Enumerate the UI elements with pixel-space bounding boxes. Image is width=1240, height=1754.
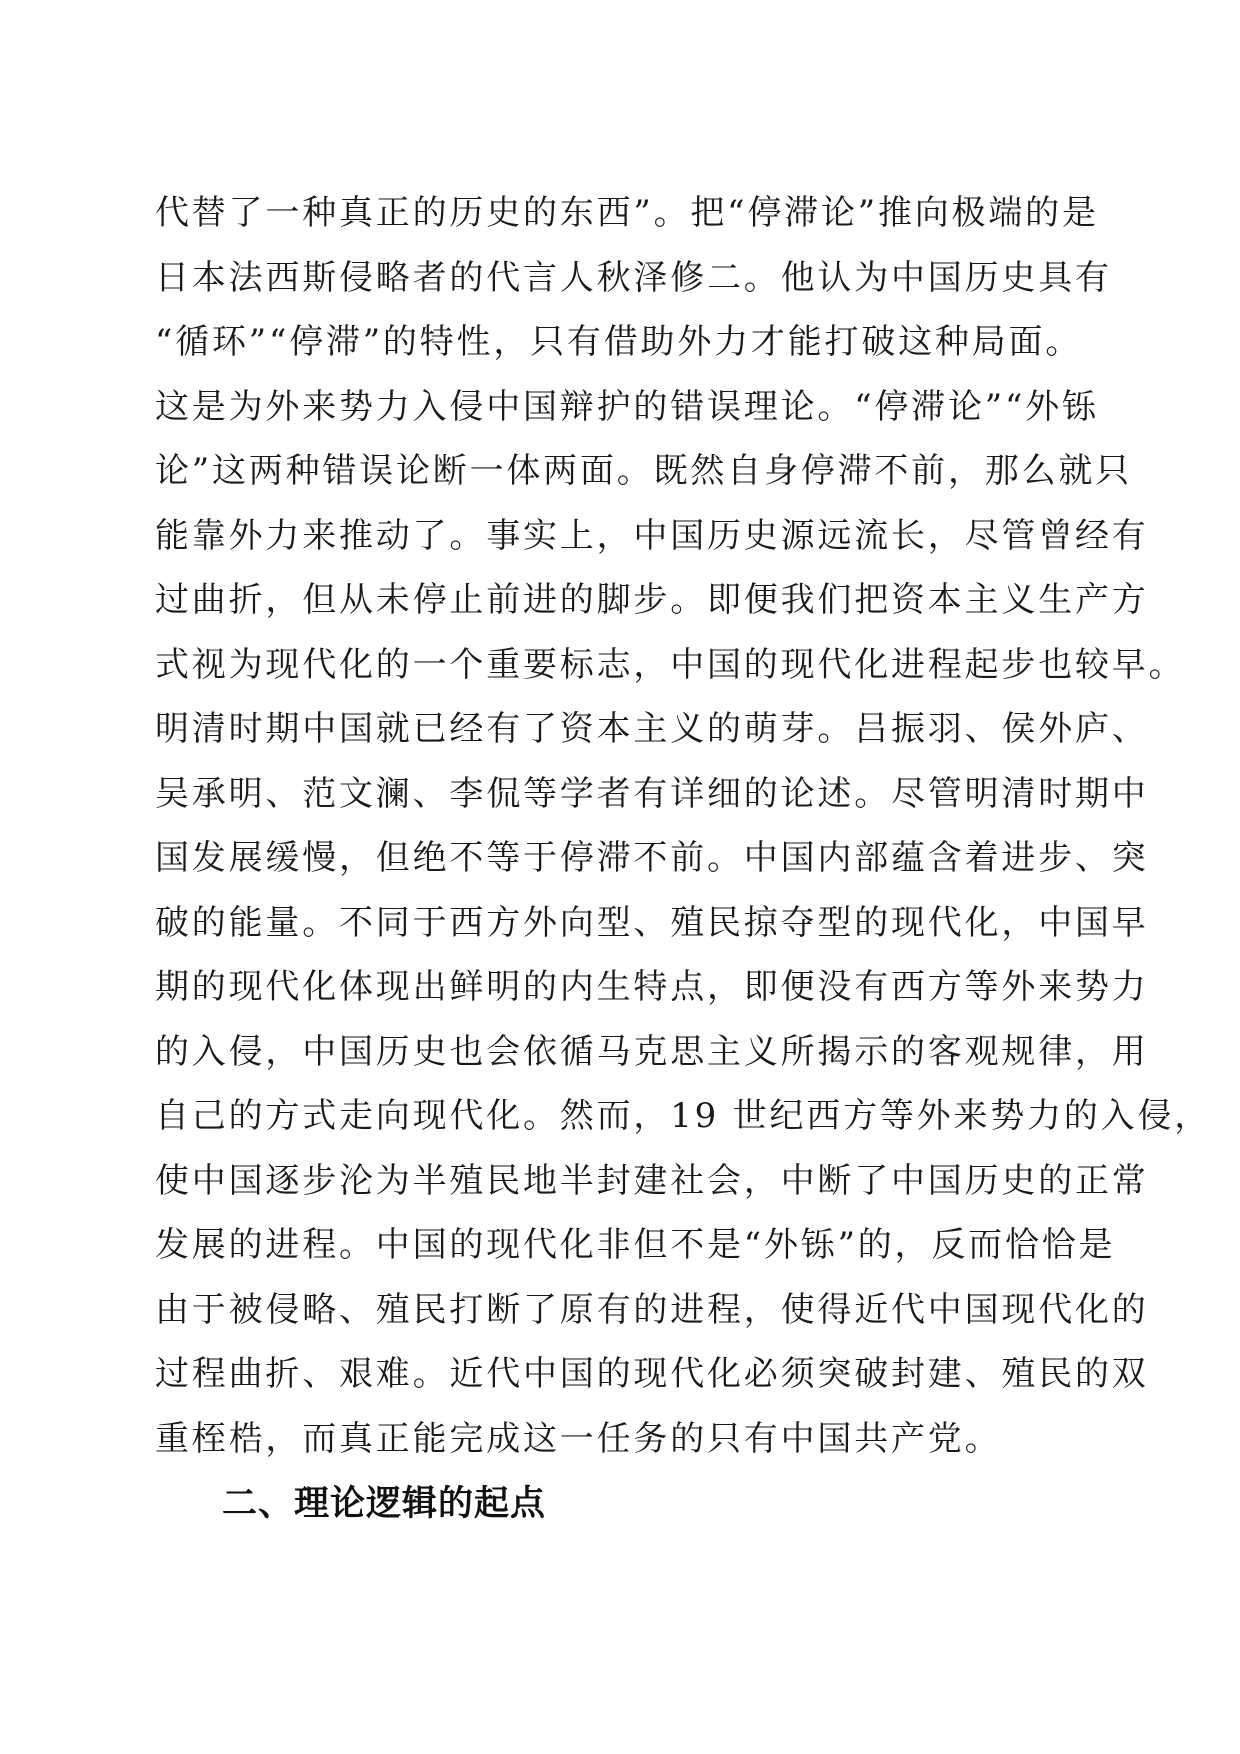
body-text-line: 使中国逐步沦为半殖民地半封建社会，中断了中国历史的正常 [155, 1161, 1149, 1201]
body-text-line: 重桎梏，而真正能完成这一任务的只有中国共产党。 [155, 1419, 1002, 1459]
body-text-line: 的入侵，中国历史也会依循马克思主义所揭示的客观规律，用 [155, 1032, 1149, 1072]
body-text-line: 这是为外来势力入侵中国辩护的错误理论。“停滞论”“外铄 [155, 387, 1099, 427]
body-text-line: 吴承明、范文澜、李侃等学者有详细的论述。尽管明清时期中 [155, 774, 1149, 814]
body-text-line: 国发展缓慢，但绝不等于停滞不前。中国内部蕴含着进步、突 [155, 838, 1149, 878]
body-text-line: 期的现代化体现出鲜明的内生特点，即便没有西方等外来势力 [155, 967, 1149, 1007]
body-text-line: 代替了一种真正的历史的东西”。把“停滞论”推向极端的是 [155, 193, 1099, 233]
body-text-line: 日本法西斯侵略者的代言人秋泽修二。他认为中国历史具有 [155, 258, 1112, 298]
body-text-line: 由于被侵略、殖民打断了原有的进程，使得近代中国现代化的 [155, 1290, 1149, 1330]
body-text-line: 过程曲折、艰难。近代中国的现代化必须突破封建、殖民的双 [155, 1354, 1149, 1394]
body-text-line: 发展的进程。中国的现代化非但不是“外铄”的，反而恰恰是 [155, 1225, 1116, 1265]
body-text-line: 破的能量。不同于西方外向型、殖民掠夺型的现代化，中国早 [155, 903, 1149, 943]
body-text-line: “循环”“停滞”的特性，只有借助外力才能打破这种局面。 [155, 322, 1083, 362]
body-text-line: 式视为现代化的一个重要标志，中国的现代化进程起步也较早。 [155, 645, 1186, 685]
body-text-line: 能靠外力来推动了。事实上，中国历史源远流长，尽管曾经有 [155, 516, 1149, 556]
body-text-line: 自己的方式走向现代化。然而，19 世纪西方等外来势力的入侵， [155, 1096, 1212, 1136]
section-heading: 二、理论逻辑的起点 [222, 1484, 547, 1524]
body-text-line: 过曲折，但从未停止前进的脚步。即便我们把资本主义生产方 [155, 580, 1149, 620]
body-text-line: 明清时期中国就已经有了资本主义的萌芽。吕振羽、侯外庐、 [155, 709, 1149, 749]
body-text-line: 论”这两种错误论断一体两面。既然自身停滞不前，那么就只 [155, 451, 1132, 491]
